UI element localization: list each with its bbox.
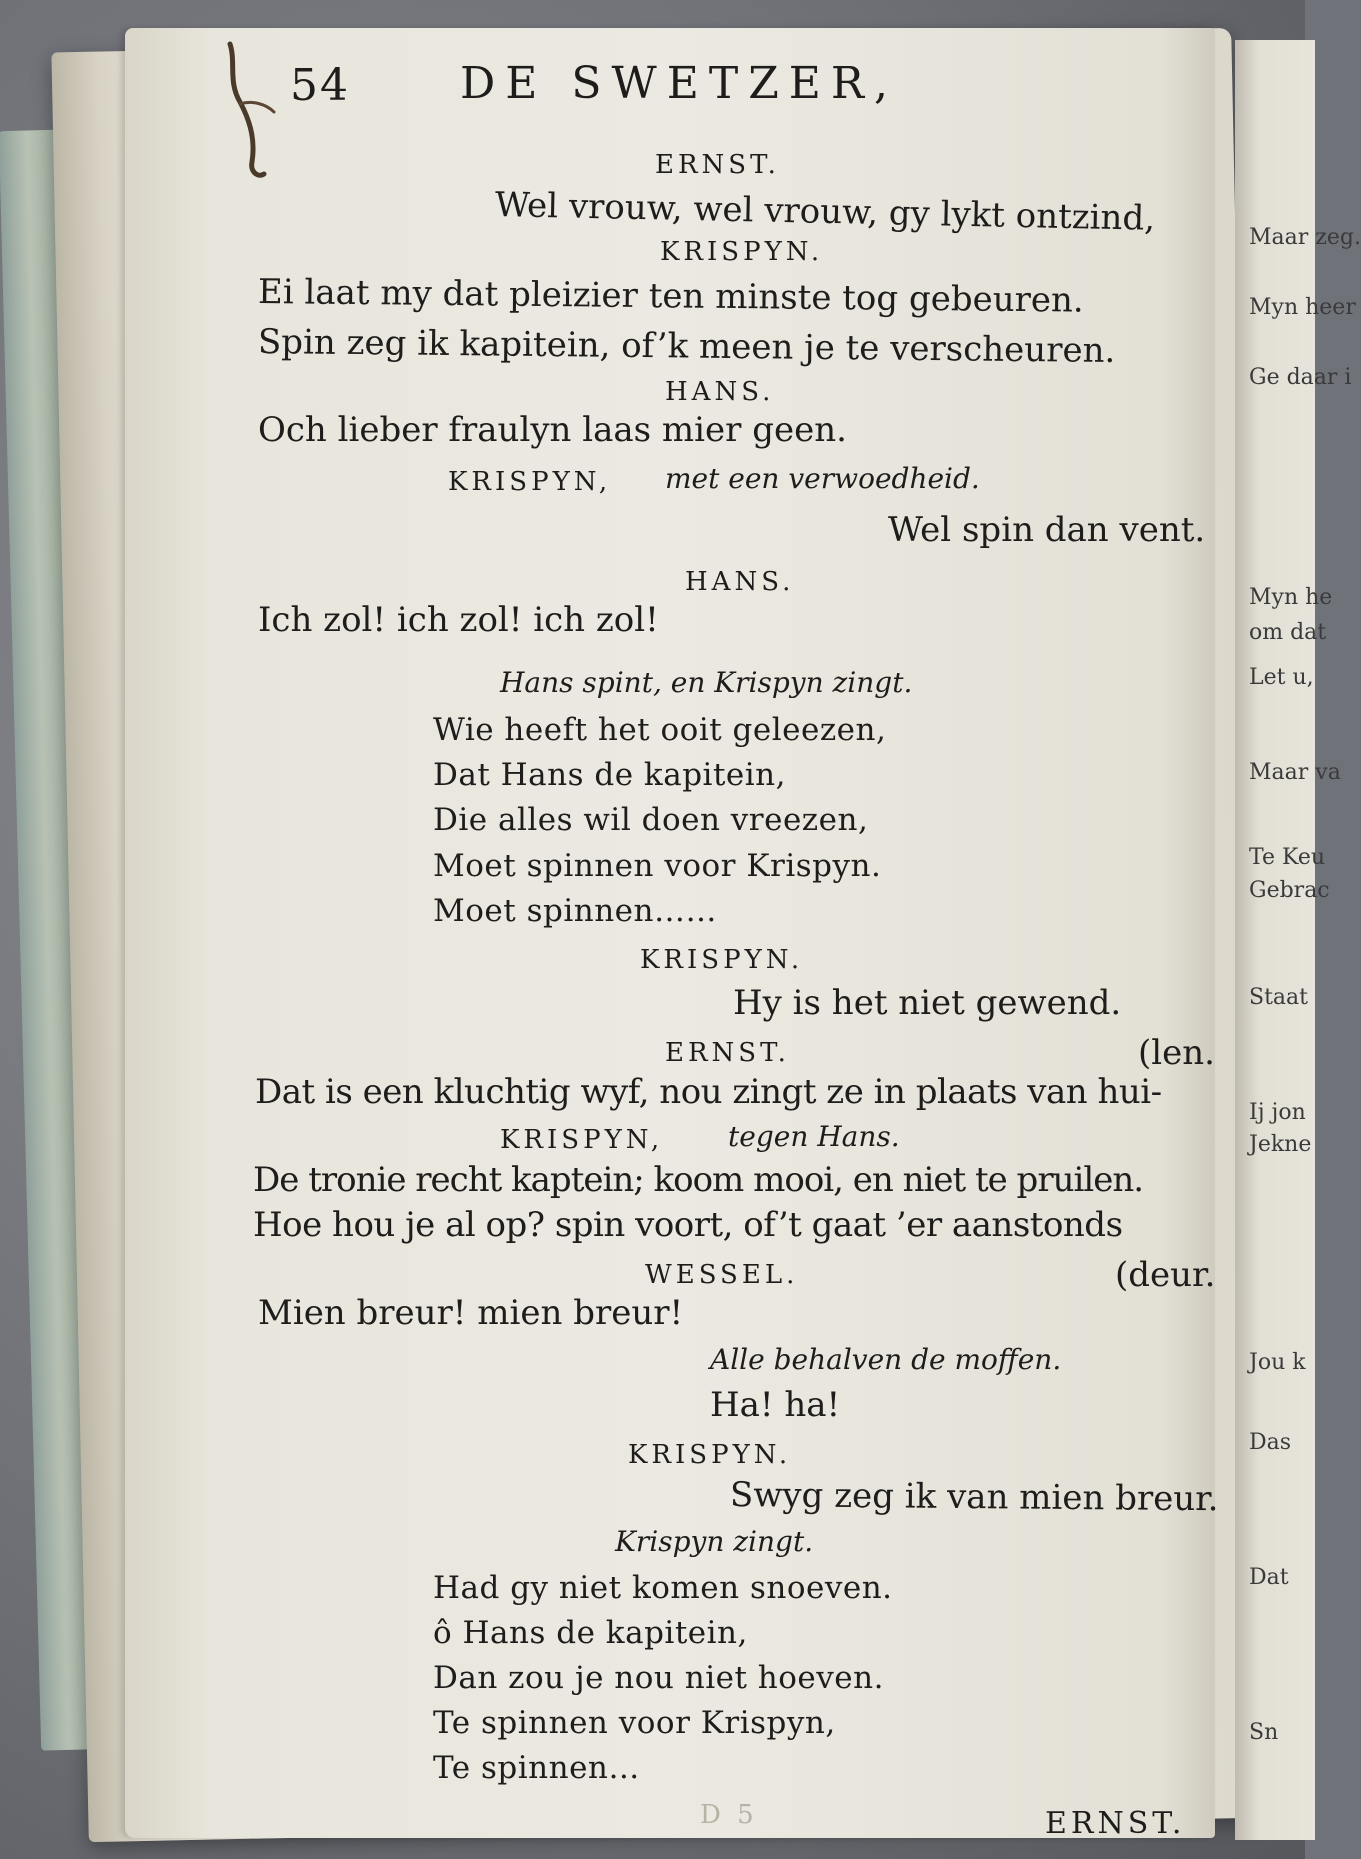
- verse-line: Hoe hou je al op? spin voort, of’t gaat ’er aanstonds: [253, 1205, 1123, 1245]
- speaker-name: ERNST.: [655, 150, 780, 180]
- speaker-name: KRISPYN.: [660, 237, 824, 267]
- running-title: DE SWETZER,: [460, 58, 899, 109]
- song-line: ô Hans de kapitein,: [433, 1615, 748, 1651]
- facing-fragment: Ge daar i: [1249, 365, 1352, 390]
- speaker-name: KRISPYN.: [640, 945, 804, 975]
- verse-line: Wel spin dan vent.: [888, 510, 1206, 550]
- verse-line: Wel vrouw, wel vrouw, gy lykt ontzind,: [494, 185, 1156, 239]
- facing-fragment: Das: [1249, 1430, 1292, 1455]
- facing-fragment: Staat: [1249, 985, 1308, 1010]
- facing-fragment: Jou k: [1249, 1350, 1306, 1375]
- speaker-name: WESSEL.: [645, 1260, 799, 1290]
- verse-line: Ich zol! ich zol! ich zol!: [258, 600, 659, 640]
- turnover-text: (deur.: [1115, 1255, 1216, 1295]
- verse-line: Swyg zeg ik van mien breur.: [729, 1475, 1219, 1520]
- page-number: 54: [290, 60, 350, 111]
- song-line: Te spinnen…: [433, 1750, 640, 1786]
- catchword: ERNST.: [1045, 1806, 1186, 1841]
- verse-line: Ha! ha!: [710, 1385, 841, 1425]
- verse-line: Och lieber fraulyn laas mier geen.: [258, 410, 847, 450]
- verse-line: De tronie recht kaptein; koom mooi, en niet te pruilen.: [253, 1160, 1144, 1200]
- song-line: Dat Hans de kapitein,: [433, 757, 786, 793]
- stage-direction: Alle behalven de moffen.: [710, 1343, 1062, 1376]
- speaker-name: KRISPYN,: [500, 1125, 664, 1155]
- speaker-name: KRISPYN,: [448, 467, 612, 497]
- song-line: Die alles wil doen vreezen,: [433, 802, 869, 838]
- song-line: Had gy niet komen snoeven.: [433, 1570, 893, 1606]
- page-signature: D 5: [700, 1800, 758, 1830]
- speaker-name: HANS.: [665, 377, 775, 407]
- verse-line: Mien breur! mien breur!: [258, 1293, 684, 1333]
- stage-direction: met een verwoedheid.: [665, 462, 980, 495]
- speaker-name: KRISPYN.: [628, 1440, 792, 1470]
- facing-fragment: Maar zeg.: [1249, 225, 1361, 250]
- facing-fragment: Te Keu: [1249, 845, 1326, 870]
- facing-fragment: Jekne: [1249, 1132, 1312, 1157]
- facing-fragment: Myn heer: [1249, 295, 1356, 320]
- turnover-text: (len.: [1138, 1033, 1215, 1073]
- facing-fragment: Ij jon: [1249, 1100, 1306, 1125]
- song-line: Te spinnen voor Krispyn,: [433, 1705, 836, 1741]
- facing-fragment: Let u,: [1249, 665, 1314, 690]
- verse-line: Ei laat my dat pleizier ten minste tog gebeuren.: [257, 272, 1084, 321]
- stage-direction: Hans spint, en Krispyn zingt.: [500, 666, 913, 699]
- facing-fragment: Gebrac: [1249, 878, 1330, 903]
- verse-line: Dat is een kluchtig wyf, nou zingt ze in plaats van hui-: [255, 1072, 1162, 1112]
- song-line: Moet spinnen……: [433, 893, 717, 929]
- stage-direction: Krispyn zingt.: [615, 1525, 814, 1558]
- facing-fragment: Myn he: [1249, 585, 1333, 610]
- facing-page-edge: [1235, 40, 1361, 1840]
- facing-fragment: Dat: [1249, 1565, 1289, 1590]
- verse-line: Spin zeg ik kapitein, of’k meen je te verscheuren.: [257, 322, 1116, 371]
- facing-fragment: Sn: [1249, 1720, 1279, 1745]
- facing-fragment: om dat: [1249, 620, 1327, 645]
- song-line: Wie heeft het ooit geleezen,: [433, 712, 887, 748]
- song-line: Moet spinnen voor Krispyn.: [433, 848, 882, 884]
- ink-stain: [222, 42, 282, 182]
- speaker-name: ERNST.: [665, 1038, 790, 1068]
- stage-direction: tegen Hans.: [728, 1120, 900, 1153]
- song-line: Dan zou je nou niet hoeven.: [433, 1660, 884, 1696]
- verse-line: Hy is het niet gewend.: [733, 983, 1122, 1023]
- facing-fragment: Maar va: [1249, 760, 1341, 785]
- speaker-name: HANS.: [685, 567, 795, 597]
